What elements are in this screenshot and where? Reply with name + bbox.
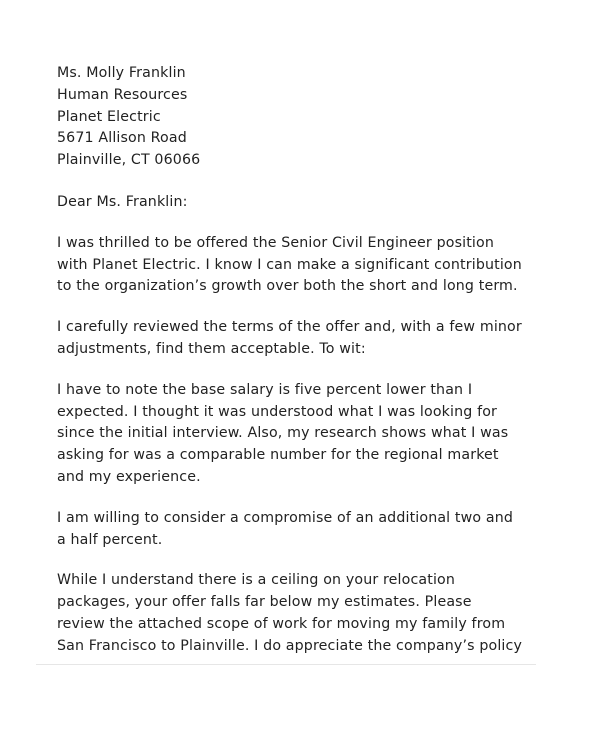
paragraph-line: I am willing to consider a compromise of an additional two and xyxy=(57,509,514,526)
paragraph-line: to the organization’s growth over both the short and long term. xyxy=(57,278,518,295)
page-divider xyxy=(36,664,536,665)
recipient-department: Human Resources xyxy=(57,86,188,103)
paragraph-line: with Planet Electric. I know I can make a significant contribution xyxy=(57,256,522,273)
paragraph-line: asking for was a comparable number for the regional market xyxy=(57,447,499,464)
paragraph-line: since the initial interview. Also, my research shows what I was xyxy=(57,425,509,442)
paragraph-line: and my experience. xyxy=(57,468,201,485)
recipient-city: Plainville, CT 06066 xyxy=(57,152,201,169)
letter-body xyxy=(57,63,577,677)
recipient-name: Ms. Molly Franklin xyxy=(57,65,186,81)
paragraph-relocation xyxy=(57,570,577,657)
paragraph-line: While I understand there is a ceiling on your relocation xyxy=(57,572,456,589)
paragraph-line: adjustments, find them acceptable. To wit: xyxy=(57,340,366,357)
paragraph-line: review the attached scope of work for moving my family from xyxy=(57,615,506,632)
paragraph-line: expected. I thought it was understood what I was looking for xyxy=(57,403,498,420)
recipient-street: 5671 Allison Road xyxy=(57,130,187,147)
paragraph-line: I was thrilled to be offered the Senior Civil Engineer position xyxy=(57,234,494,251)
recipient-company: Planet Electric xyxy=(57,108,161,125)
salutation xyxy=(57,192,577,214)
paragraph-line: San Francisco to Plainville. I do appreciate the company’s policy xyxy=(57,637,523,654)
paragraph-compromise xyxy=(57,508,577,552)
paragraph-line: packages, your offer falls far below my estimates. Please xyxy=(57,594,472,611)
paragraph-line: I carefully reviewed the terms of the offer and, with a few minor xyxy=(57,319,522,336)
paragraph-offer-thanks xyxy=(57,233,577,298)
paragraph-line: a half percent. xyxy=(57,531,163,548)
paragraph-line: I have to note the base salary is five percent lower than I xyxy=(57,381,473,398)
salutation-text: Dear Ms. Franklin: xyxy=(57,193,188,210)
paragraph-base-salary xyxy=(57,380,577,489)
paragraph-terms-review xyxy=(57,317,577,361)
recipient-address xyxy=(57,63,577,172)
